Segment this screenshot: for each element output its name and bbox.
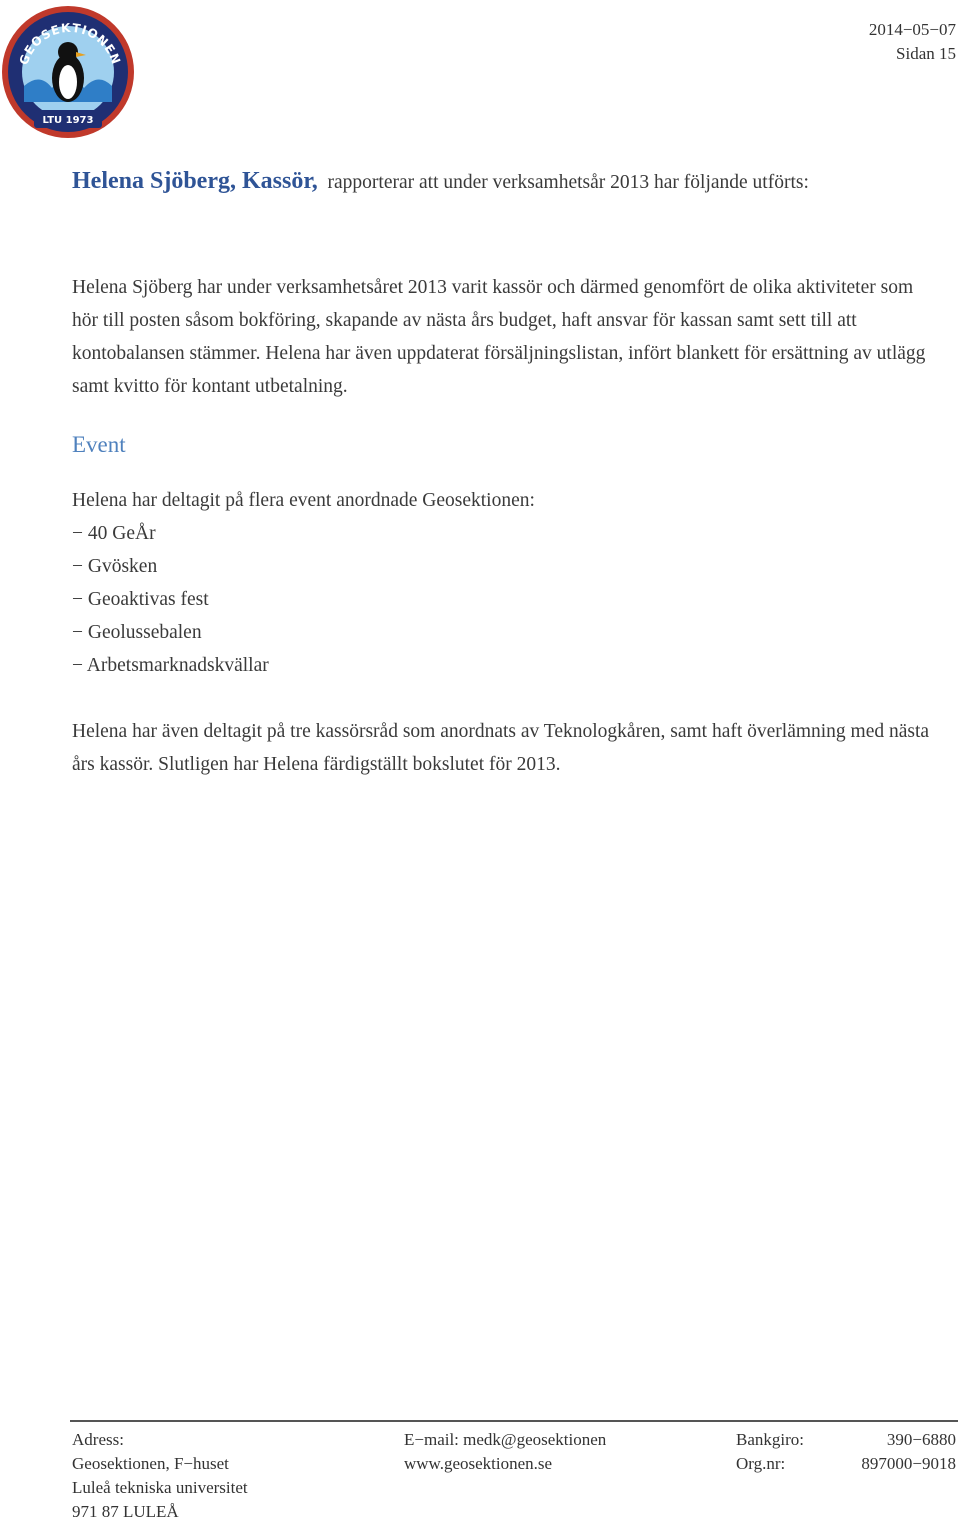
footer-email: E−mail: medk@geosektionen bbox=[404, 1430, 607, 1449]
report-intro-text: rapporterar att under verksamhetsår 2013 har följande utförts: bbox=[327, 172, 809, 193]
orgnr-value: 897000−9018 bbox=[861, 1454, 956, 1473]
logo-badge-text: LTU 1973 bbox=[42, 115, 94, 126]
footer-bank-labels bbox=[736, 1428, 804, 1476]
event-list-item: − Arbetsmarknadskvällar bbox=[72, 655, 269, 676]
event-list-item: − Geoaktivas fest bbox=[72, 589, 209, 610]
page-number: Sidan 15 bbox=[896, 44, 956, 63]
orgnr-label: Org.nr: bbox=[736, 1454, 786, 1473]
address-line: Luleå tekniska universitet bbox=[72, 1478, 248, 1497]
address-line: Geosektionen, F−huset bbox=[72, 1454, 229, 1473]
footer-bank-values bbox=[861, 1428, 956, 1476]
page-header bbox=[869, 18, 956, 66]
geosektionen-logo bbox=[0, 2, 136, 140]
bankgiro-value: 390−6880 bbox=[886, 1430, 956, 1449]
logo-arc-text: GEOSEKTIONEN bbox=[16, 20, 124, 67]
report-heading: Helena Sjöberg, Kassör, bbox=[72, 168, 318, 194]
event-list-item: − Geolussebalen bbox=[72, 622, 202, 643]
footer-contact bbox=[404, 1428, 606, 1476]
duties-paragraph: Helena Sjöberg har under verksamhetsåret 2013 varit kassör och därmed genomfört de olika aktiviteter som hör till posten såsom bokföring, skapande av nästa års budget, haft ansvar för kassan samt sett till att kontobalansen stämmer. Helena har även uppdaterat försäljningslistan, infört blankett för ersättning av utlägg samt kvitto för kontant utbetalning. bbox=[72, 277, 926, 397]
address-label: Adress: bbox=[72, 1430, 124, 1449]
footer-website: www.geosektionen.se bbox=[404, 1454, 553, 1473]
footer-address bbox=[72, 1428, 248, 1524]
address-line: 971 87 LULEÅ bbox=[72, 1502, 179, 1521]
event-intro: Helena har deltagit på flera event anordnade Geosektionen: bbox=[72, 490, 535, 511]
report-intro bbox=[72, 166, 932, 198]
bankgiro-label: Bankgiro: bbox=[736, 1430, 804, 1449]
header-date: 2014−05−07 bbox=[868, 20, 956, 39]
event-section bbox=[72, 484, 932, 682]
footer-divider bbox=[70, 1420, 958, 1422]
event-list-item: − Gvösken bbox=[72, 556, 158, 577]
closing-paragraph: Helena har även deltagit på tre kassörsråd som anordnats av Teknologkåren, samt haft överlämning med nästa års kassör. Slutligen har Helena färdigställt bokslutet för 2013. bbox=[72, 721, 930, 775]
event-list-item: − 40 GeÅr bbox=[72, 523, 156, 544]
event-heading: Event bbox=[72, 432, 126, 457]
